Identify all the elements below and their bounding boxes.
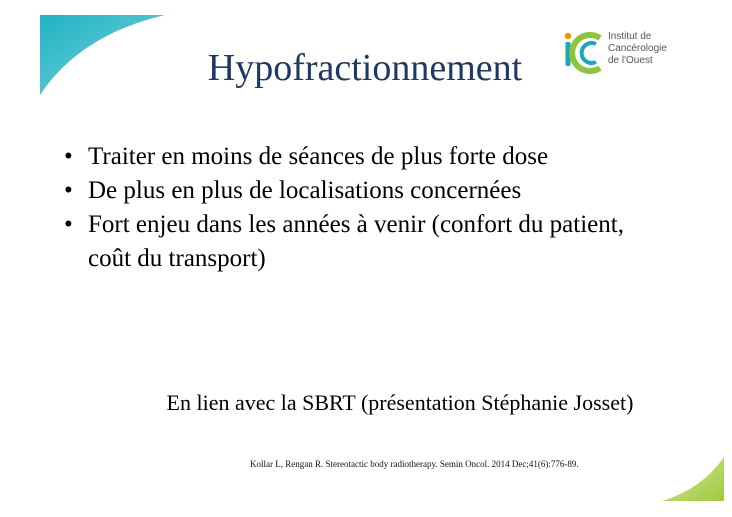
sbrt-note: En lien avec la SBRT (présentation Stéphanie Josset) bbox=[166, 390, 634, 415]
logo-line-1: Institut de bbox=[608, 31, 652, 42]
logo-text bbox=[608, 31, 667, 67]
corner-decoration-top-left bbox=[0, 0, 170, 110]
corner-decoration-bottom-right bbox=[662, 457, 732, 517]
bullet-text: Traiter en moins de séances de plus forte dose bbox=[88, 143, 549, 170]
bullet-text: De plus en plus de localisations concernées bbox=[88, 177, 522, 204]
bullet-item: • De plus en plus de localisations concernées bbox=[64, 177, 522, 204]
reference-citation: Kollar L, Rengan R. Stereotactic body radiotherapy. Semin Oncol. 2014 Dec;41(6):776-89. bbox=[250, 459, 579, 469]
slide-title: Hypofractionnement bbox=[207, 47, 523, 89]
logo-line-3: de l'Ouest bbox=[608, 55, 653, 66]
institute-logo bbox=[560, 24, 680, 82]
bullet-item: • Fort enjeu dans les années à venir (confort du patient, coût du transport) bbox=[64, 211, 624, 272]
bullet-text: Fort enjeu dans les années à venir (confort du patient, coût du transport) bbox=[88, 211, 624, 272]
bullet-list bbox=[64, 140, 664, 276]
logo-mark-icon bbox=[560, 24, 608, 82]
bullet-item: • Traiter en moins de séances de plus forte dose bbox=[64, 143, 549, 170]
logo-line-2: Cancérologie bbox=[608, 43, 667, 54]
